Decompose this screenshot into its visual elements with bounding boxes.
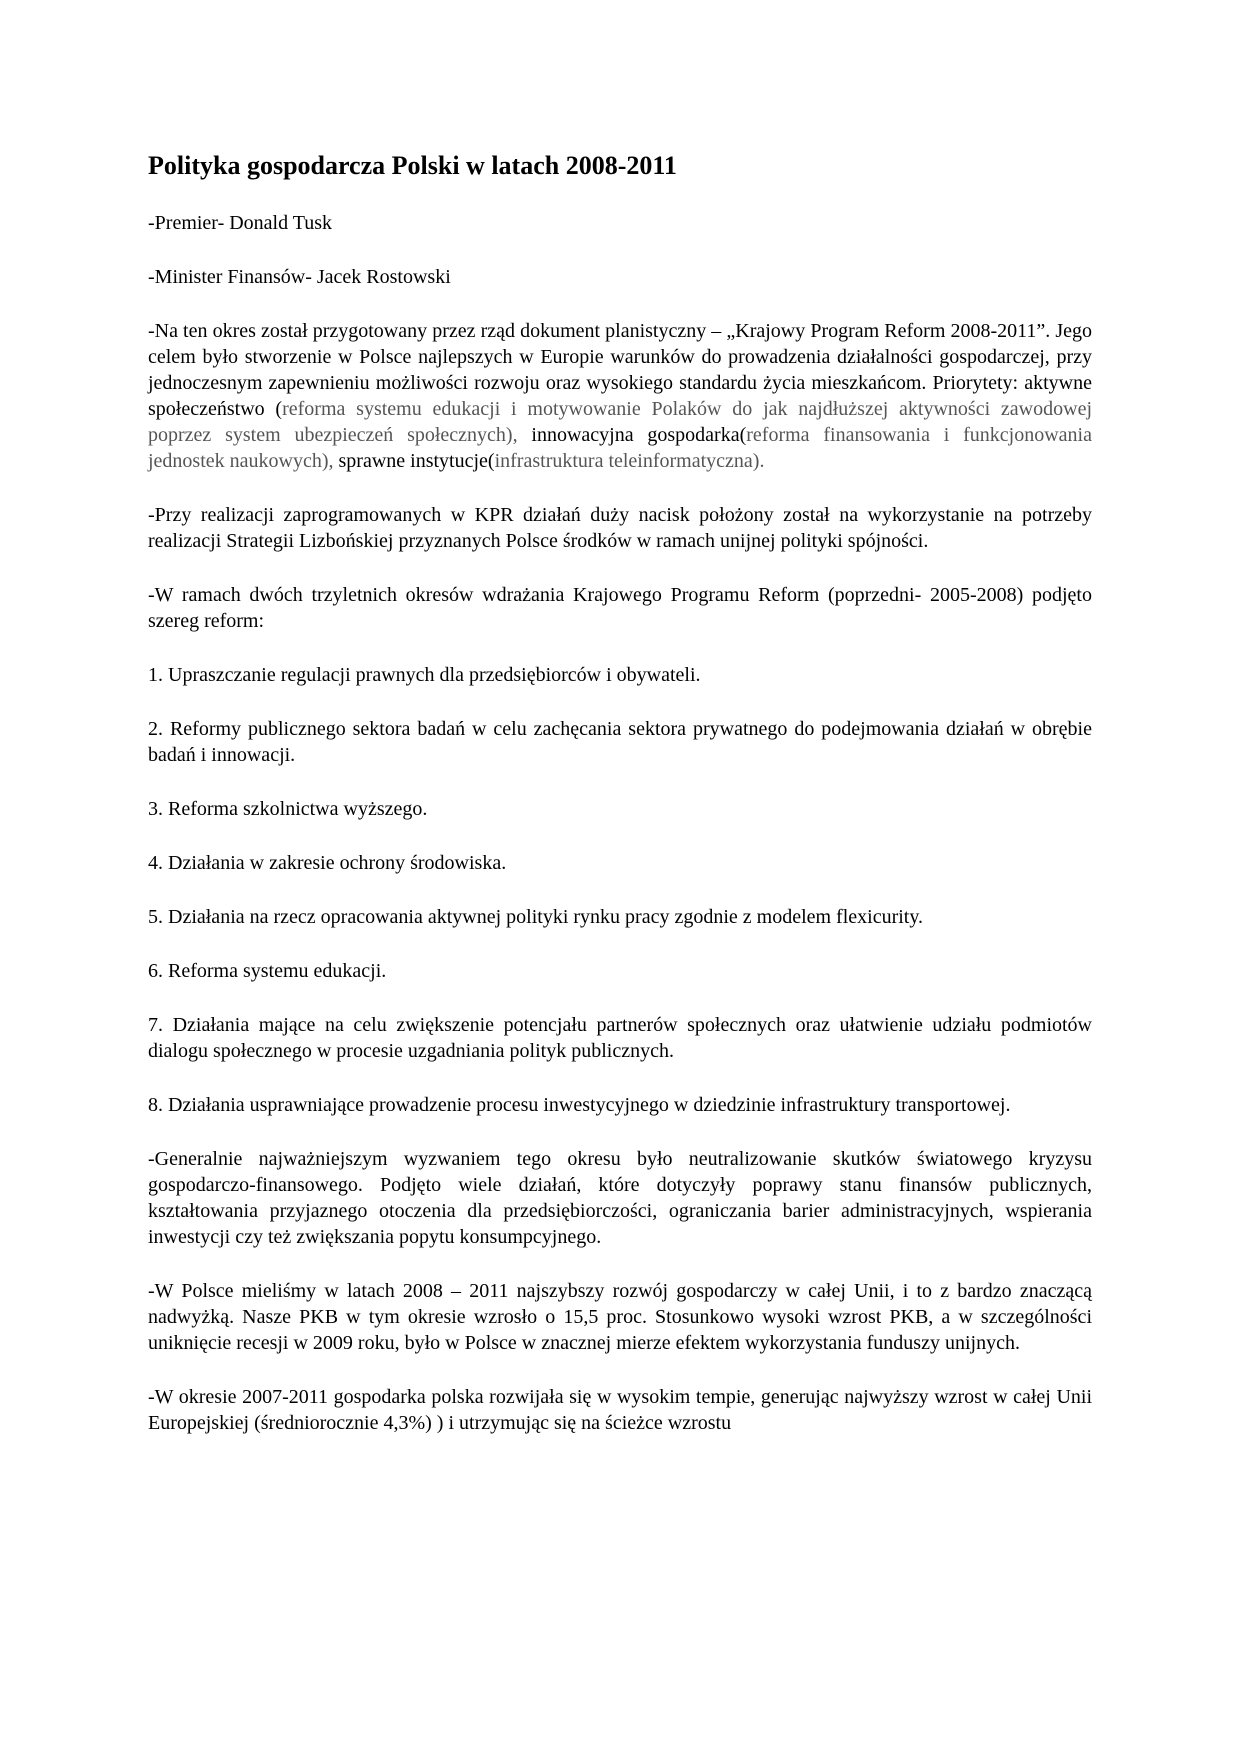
reform-item: 8. Działania usprawniające prowadzenie procesu inwestycyjnego w dziedzinie infrastruktury transportowej.	[148, 1094, 1011, 1116]
reform-item: 2. Reformy publicznego sektora badań w celu zachęcania sektora prywatnego do podejmowania działań w obrębie badań i innowacji.	[148, 718, 1092, 766]
document-page	[148, 150, 1092, 1436]
crisis-paragraph: -Generalnie najważniejszym wyzwaniem tego okresu było neutralizowanie skutków światowego kryzysu gospodarczo-finansowego. Podjęto wiele działań, które dotyczyły poprawy stanu finansów publicznych, kształtowania przyjaznego otoczenia dla przedsiębiorczości, ograniczania barier administracyjnych, wspierania inwestycji czy też zwiększania popytu konsumpcyjnego.	[148, 1148, 1092, 1248]
priority-detail-text: infrastruktura teleinformatyczna).	[494, 450, 765, 472]
reform-item: 7. Działania mające na celu zwiększenie potencjału partnerów społecznych oraz ułatwienie udziału podmiotów dialogu społecznego w procesie uzgadniania polityk publicznych.	[148, 1014, 1092, 1062]
document-title: Polityka gospodarcza Polski w latach 2008-2011	[148, 151, 677, 180]
premier-line: -Premier- Donald Tusk	[148, 212, 333, 234]
kpr-paragraph: -Przy realizacji zaprogramowanych w KPR działań duży nacisk położony został na wykorzystanie na potrzeby realizacji Strategii Lizbońskiej przyznanych Polsce środków w ramach unijnej polityki spójności.	[148, 504, 1092, 552]
intro-paragraph	[148, 318, 1092, 474]
minister-line: -Minister Finansów- Jacek Rostowski	[148, 266, 451, 288]
reform-item: 6. Reforma systemu edukacji.	[148, 960, 387, 982]
priority-detail-text: reforma finansowania i funkcjonowania jednostek naukowych),	[148, 424, 1092, 472]
reforms-intro-paragraph: -W ramach dwóch trzyletnich okresów wdrażania Krajowego Programu Reform (poprzedni- 2005-2008) podjęto szereg reform:	[148, 584, 1092, 632]
growth-paragraph: -W Polsce mieliśmy w latach 2008 – 2011 najszybszy rozwój gospodarczy w całej Unii, i to z bardzo znaczącą nadwyżką. Nasze PKB w tym okresie wzrosło o 15,5 proc. Stosunkowo wysoki wzrost PKB, a w szczególności uniknięcie recesji w 2009 roku, było w Polsce w znacznej mierze efektem wykorzystania funduszy unijnych.	[148, 1280, 1092, 1354]
priority-text: innowacyjna gospodarka(	[517, 424, 747, 446]
reform-item: 4. Działania w zakresie ochrony środowiska.	[148, 852, 507, 874]
last-paragraph: -W okresie 2007-2011 gospodarka polska rozwijała się w wysokim tempie, generując najwyższy wzrost w całej Unii Europejskiej (średniorocznie 4,3%) ) i utrzymując się na ścieżce wzrostu	[148, 1386, 1092, 1434]
priority-text: sprawne instytucje(	[333, 450, 495, 472]
reform-item: 3. Reforma szkolnictwa wyższego.	[148, 798, 428, 820]
priority-detail-text: reforma systemu edukacji i motywowanie Polaków do jak najdłuższej aktywności zawodowej poprzez system ubezpieczeń społecznych),	[148, 398, 1092, 446]
reform-item: 5. Działania na rzecz opracowania aktywnej polityki rynku pracy zgodnie z modelem flexicurity.	[148, 906, 924, 928]
intro-text: -Na ten okres został przygotowany przez rząd dokument planistyczny – „Krajowy Program Reform 2008-2011”. Jego celem było stworzenie w Polsce najlepszych w Europie warunków do prowadzenia działalności gospodarczej, przy jednoczesnym zapewnieniu możliwości rozwoju oraz wysokiego standardu życia mieszkańcom. Priorytety: aktywne społeczeństwo (	[148, 320, 1092, 420]
reform-item: 1. Upraszczanie regulacji prawnych dla przedsiębiorców i obywateli.	[148, 664, 701, 686]
